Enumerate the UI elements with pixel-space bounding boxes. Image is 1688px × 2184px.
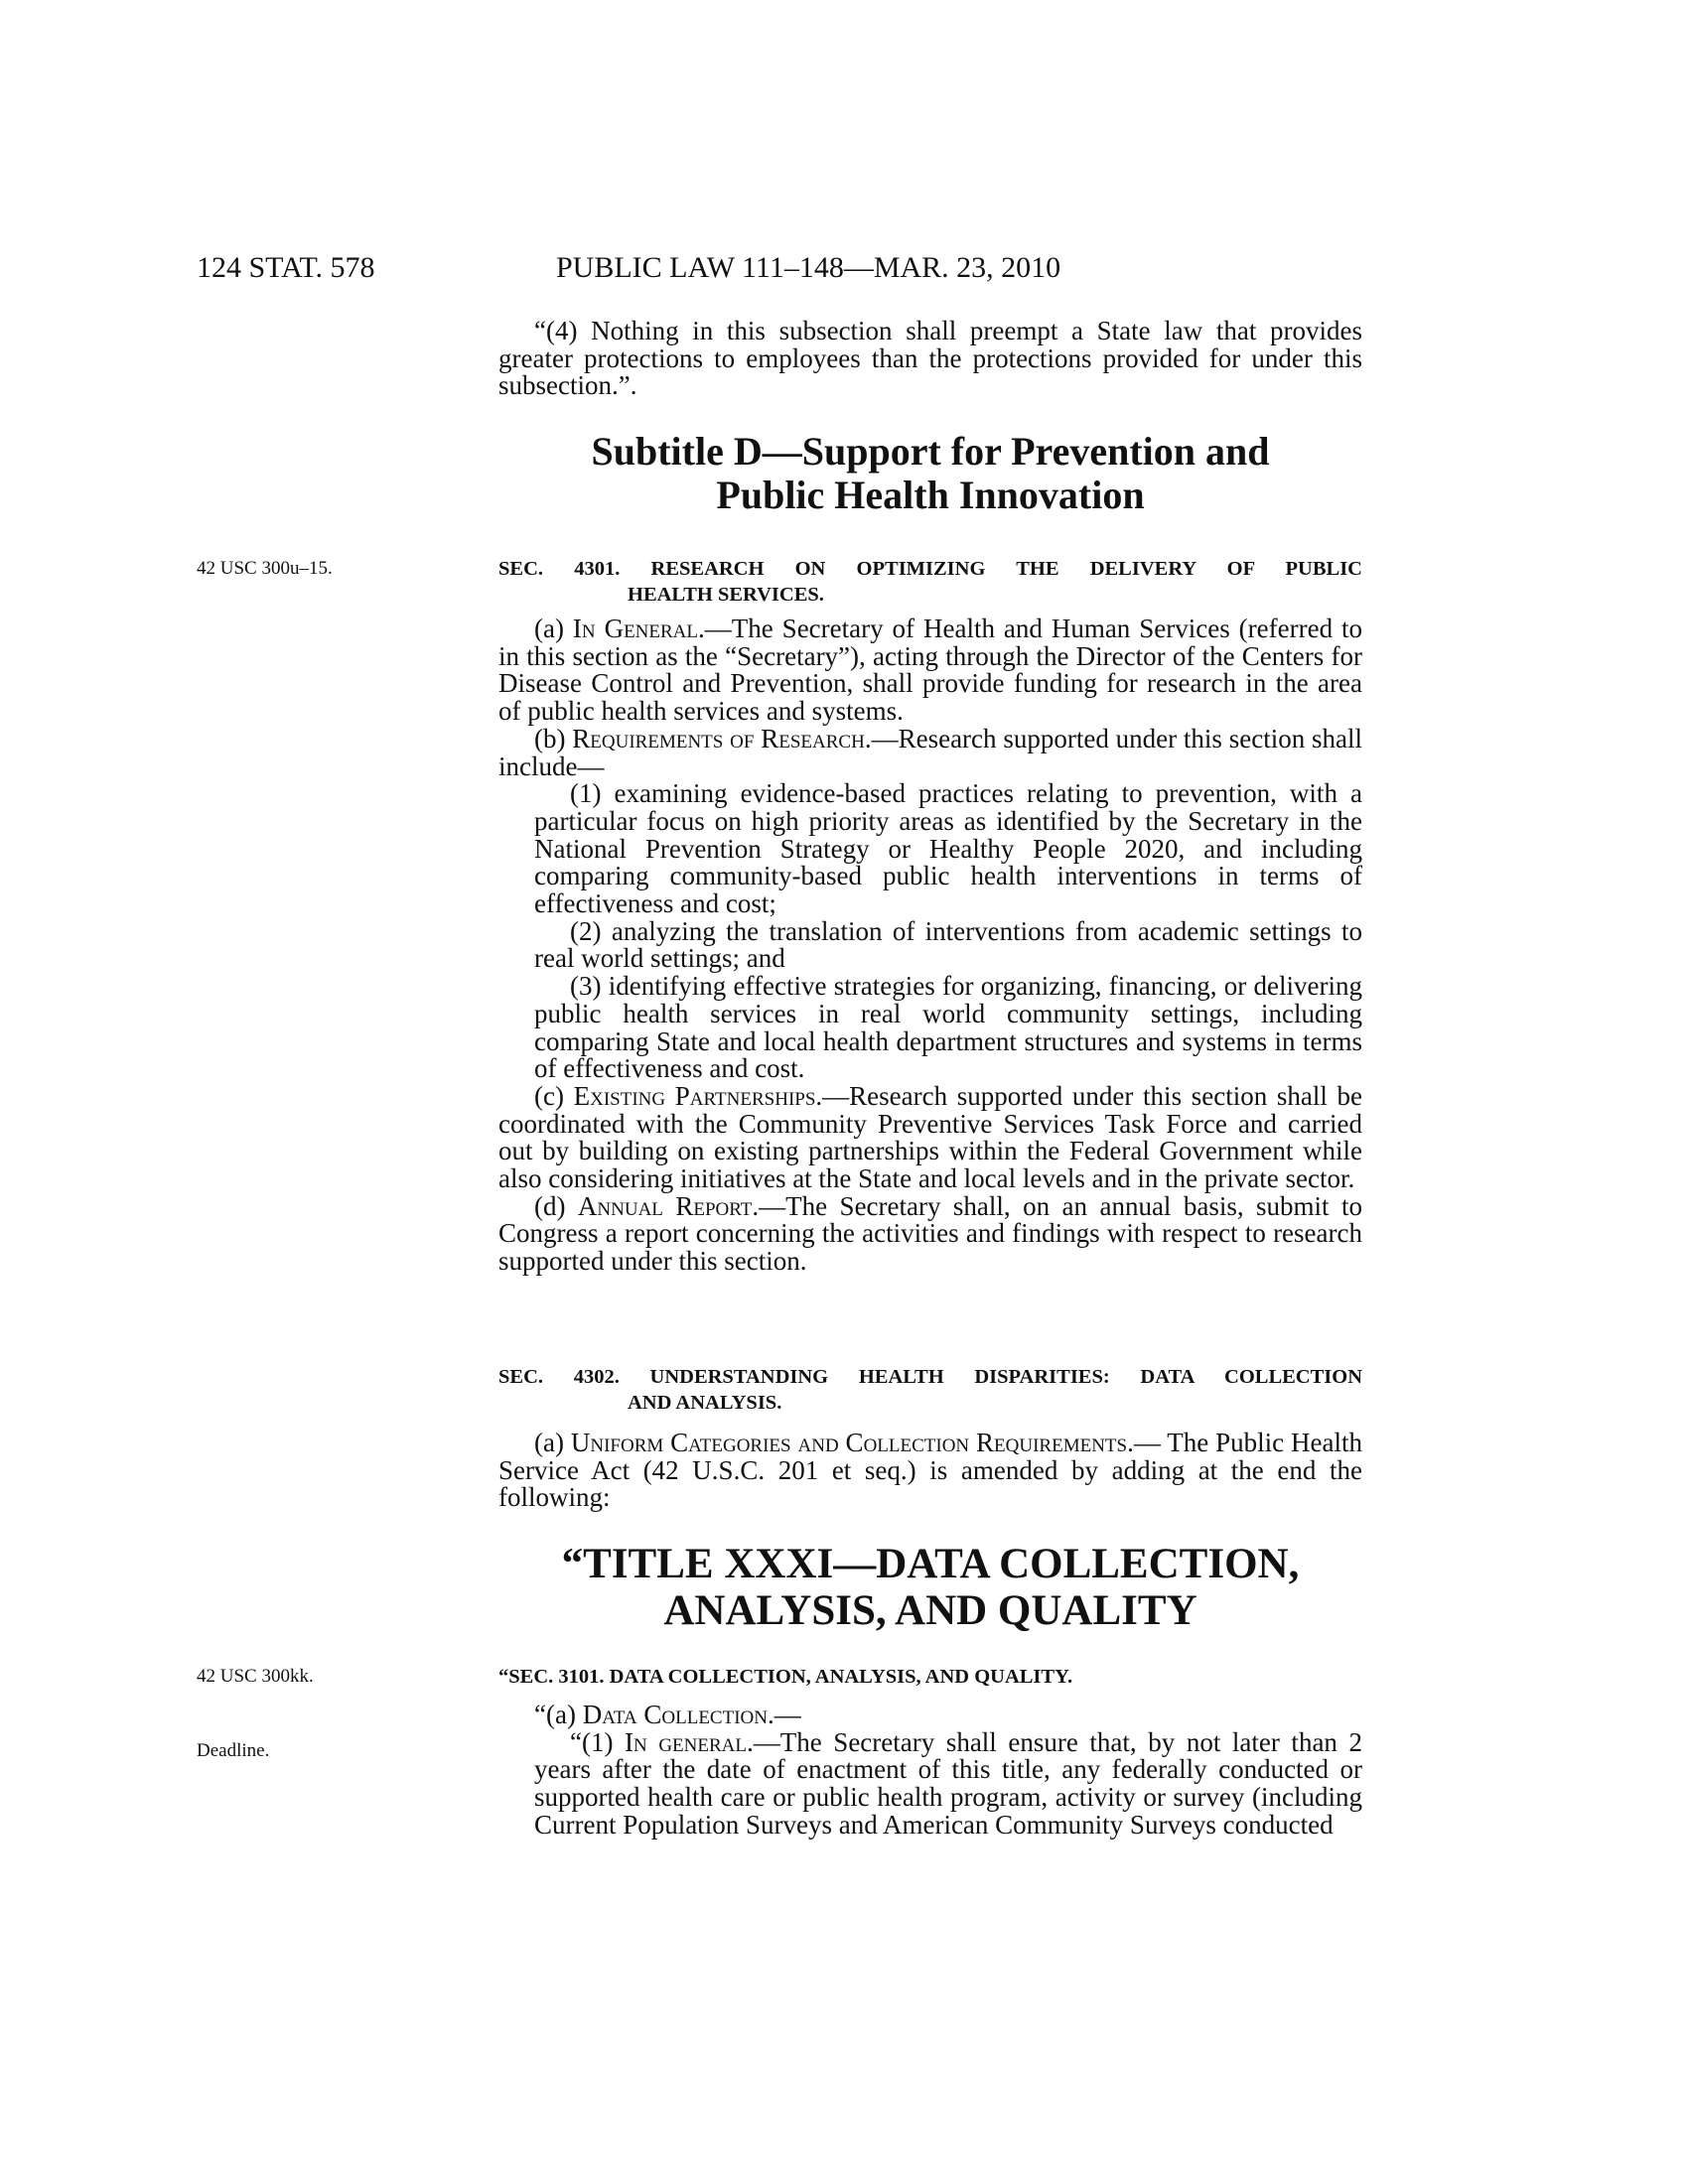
intro-paragraph: “(4) Nothing in this subsection shall preempt a State law that provides greater protections to employees than the protections provided for under this subsection.”. (498, 316, 1362, 401)
subsection-label: (a) (534, 614, 573, 643)
subsection-heading: Data Collection. (582, 1700, 774, 1729)
section-4301-paragraph-b3: (3) identifying effective strategies for organizing, financing, or delivering public health services in real world community settings, including comparing State and local health department structures and systems in terms of effectiveness and cost. (534, 971, 1362, 1084)
subsection-label: (c) (534, 1080, 574, 1111)
subsection-dash: — (774, 1700, 801, 1729)
subsection-text: — The Public Health Service Act (42 U.S.C. 201 et seq.) is amended by adding at the end the following: (498, 1428, 1362, 1513)
section-3101-paragraph-a1 (498, 1726, 1362, 1840)
statute-page-number: 124 STAT. 578 (197, 251, 375, 284)
subsection-label: “(a) (534, 1700, 583, 1729)
intro-paragraph-block (498, 318, 1362, 400)
paragraph-label: “(1) (570, 1726, 626, 1757)
section-4302-heading (498, 1364, 1362, 1416)
section-4302-heading-line-1: SEC. 4302. UNDERSTANDING HEALTH DISPARITIES: DATA COLLECTION (498, 1366, 1362, 1388)
margin-note-usc-300u-15: 42 USC 300u–15. (197, 558, 333, 579)
subsection-text: —Research supported under this section shall be coordinated with the Community Preventive Services Task Force and carried out by building on existing partnerships within the Federal Government while also considering initiatives at the State and local levels and in the private sector. (498, 1080, 1363, 1194)
section-4302-body (498, 1430, 1362, 1512)
section-4301-paragraph-b1: (1) examining evidence-based practices relating to prevention, with a particular focus on high priority areas as identified by the Secretary in the National Prevention Strategy or Healthy People 2020, and including comparing community-based public health interventions in terms of effectiveness and cost; (534, 778, 1362, 919)
title-xxxi-heading (498, 1541, 1362, 1634)
subtitle-line-1: Subtitle D—Support for Prevention and (591, 429, 1270, 474)
section-4302-subsection-a (498, 1430, 1362, 1512)
subsection-heading: In General. (572, 614, 705, 643)
subsection-label: (b) (534, 723, 573, 753)
subsection-heading: Existing Partnerships. (573, 1080, 823, 1111)
paragraph-text: —The Secretary shall ensure that, by not later than 2 years after the date of enactment of this title, any federally conducted or supported health care or public health program, activity or survey (including Current Population Surveys and American Community Surveys conducted (534, 1726, 1362, 1840)
subsection-label: (d) (534, 1190, 578, 1221)
section-4301-paragraph-b2: (2) analyzing the translation of interventions from academic settings to real world settings; and (534, 915, 1362, 974)
section-4301-body (498, 615, 1362, 1276)
section-4302-heading-line-2: AND ANALYSIS. (628, 1392, 782, 1414)
margin-note-usc-300kk: 42 USC 300kk. (197, 1666, 314, 1687)
section-4301-subsection-b (498, 723, 1363, 781)
section-4301-subsection-c (498, 1080, 1363, 1194)
title-xxxi-line-2: ANALYSIS, AND QUALITY (663, 1587, 1197, 1634)
subtitle-line-2: Public Health Innovation (716, 473, 1145, 517)
subsection-label: (a) (534, 1428, 571, 1457)
section-4301-heading-line-1: SEC. 4301. RESEARCH ON OPTIMIZING THE DELIVERY OF PUBLIC (498, 558, 1362, 580)
section-4301-heading (498, 556, 1362, 608)
subsection-heading: Uniform Categories and Collection Requirements. (570, 1428, 1134, 1457)
paragraph-heading: In general. (625, 1726, 754, 1757)
subsection-text: —The Secretary of Health and Human Services (referred to in this section as the “Secretary”), acting through the Director of the Centers for Disease Control and Prevention, shall provide funding for research in the area of public health services and systems. (498, 614, 1363, 727)
public-law-citation: PUBLIC LAW 111–148—MAR. 23, 2010 (556, 251, 1061, 284)
section-3101-heading: “SEC. 3101. DATA COLLECTION, ANALYSIS, AND QUALITY. (498, 1666, 1073, 1688)
section-4301-subsection-d (498, 1190, 1363, 1277)
subsection-heading: Annual Report. (577, 1190, 760, 1221)
page-header (0, 248, 1688, 288)
section-4301-heading-line-2: HEALTH SERVICES. (628, 584, 824, 606)
title-xxxi-line-1: “TITLE XXXI—DATA COLLECTION, (561, 1541, 1300, 1587)
margin-note-deadline: Deadline. (197, 1740, 270, 1761)
section-3101-body (498, 1702, 1362, 1840)
section-3101-subsection-a (498, 1702, 1362, 1729)
subsection-text: —The Secretary shall, on an annual basis, submit to Congress a report concerning the activities and findings with respect to research supported under this section. (498, 1190, 1363, 1277)
subtitle-heading (498, 430, 1362, 517)
subsection-heading: Requirements of Research. (572, 723, 872, 753)
subsection-text: —Research supported under this section shall include— (498, 723, 1363, 781)
section-4301-subsection-a (498, 615, 1362, 726)
